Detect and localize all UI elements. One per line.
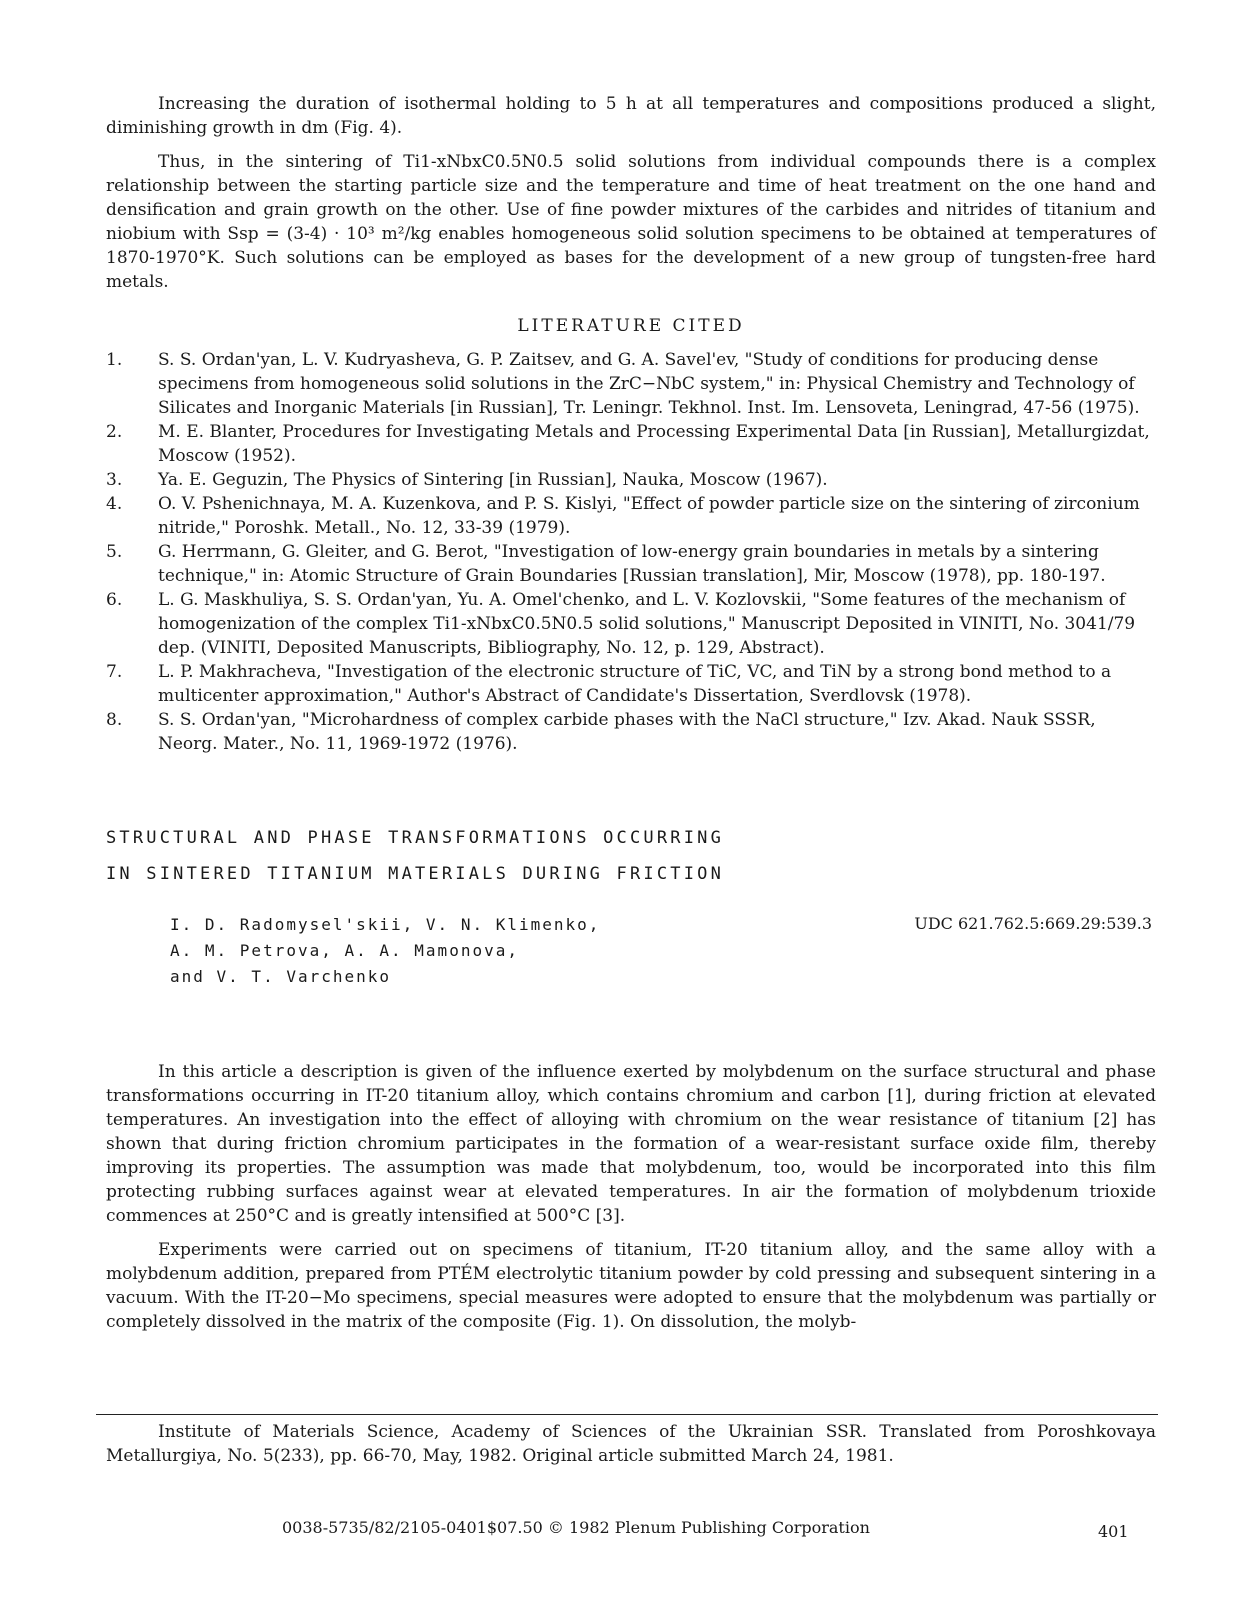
reference-number: 5.: [106, 542, 123, 562]
reference-item: [106, 660, 1156, 708]
paragraph-conclusion: Thus, in the sintering of Ti1-xNbxC0.5N0.5 solid solutions from individual compounds there is a complex relationship between the starting particle size and the temperature and time of heat treatment on the one hand and densification and grain growth on the other. Use of fine powder mixtures of the carbides and nitrides of titanium and niobium with Ssp = (3-4) · 10³ m²/kg enables homogeneous solid solution specimens to be obtained at temperatures of 1870-1970°K. Such solutions can be employed as bases for the development of a new group of tungsten-free hard metals.: [106, 152, 1156, 292]
reference-text: G. Herrmann, G. Gleiter, and G. Berot, "Investigation of low-energy grain boundaries in metals by a sintering technique," in: Atomic Structure of Grain Boundaries [Russian translation], Mir, Moscow (1978), pp. 180-197.: [158, 542, 1106, 586]
udc-code: UDC 621.762.5:669.29:539.3: [914, 914, 1152, 933]
reference-text: L. P. Makhracheva, "Investigation of the electronic structure of TiC, VC, and TiN by a strong bond method to a multicenter approximation," Author's Abstract of Candidate's Dissertation, Sverdlovsk (1978).: [158, 662, 1112, 706]
reference-item: [106, 540, 1156, 588]
footnote: Institute of Materials Science, Academy of Sciences of the Ukrainian SSR. Translated from Poroshkovaya Metallurgiya, No. 5(233), pp. 66-70, May, 1982. Original article submitted March 24, 1981.: [106, 1422, 1156, 1466]
reference-number: 4.: [106, 494, 123, 514]
author-line: I. D. Radomysel'skii, V. N. Klimenko,: [170, 915, 601, 934]
reference-item: [106, 708, 1156, 756]
reference-text: S. S. Ordan'yan, "Microhardness of complex carbide phases with the NaCl structure," Izv. Akad. Nauk SSSR, Neorg. Mater., No. 11, 1969-1972 (1976).: [158, 710, 1096, 754]
reference-item: [106, 420, 1156, 468]
page-number: 401: [1098, 1522, 1129, 1541]
reference-number: 8.: [106, 710, 123, 730]
reference-item: [106, 588, 1156, 660]
reference-number: 6.: [106, 590, 123, 610]
byline: [106, 912, 1156, 990]
reference-item: [106, 348, 1156, 420]
reference-number: 3.: [106, 470, 123, 490]
literature-heading: LITERATURE CITED: [517, 316, 745, 336]
reference-text: L. G. Maskhuliya, S. S. Ordan'yan, Yu. A. Omel'chenko, and L. V. Kozlovskii, "Some features of the mechanism of homogenization of the complex Ti1-xNbxC0.5N0.5 solid solutions," Manuscript Deposited in VINITI, No. 3041/79 dep. (VINITI, Deposited Manuscripts, Bibliography, No. 12, p. 129, Abstract).: [158, 590, 1136, 658]
author-list: [170, 912, 600, 990]
author-line: A. M. Petrova, A. A. Mamonova,: [170, 941, 519, 960]
reference-text: S. S. Ordan'yan, L. V. Kudryasheva, G. P. Zaitsev, and G. A. Savel'ev, "Study of conditions for producing dense specimens from homogeneous solid solutions in the ZrC−NbC system," in: Physical Chemistry and Technology of Silicates and Inorganic Materials [in Russian], Tr. Leningr. Tekhnol. Inst. Im. Lensoveta, Leningrad, 47-56 (1975).: [158, 350, 1140, 418]
reference-text: O. V. Pshenichnaya, M. A. Kuzenkova, and P. S. Kislyi, "Effect of powder particle size on the sintering of zirconium nitride," Poroshk. Metall., No. 12, 33-39 (1979).: [158, 494, 1140, 538]
reference-number: 1.: [106, 350, 123, 370]
reference-item: [106, 468, 1156, 492]
reference-text: M. E. Blanter, Procedures for Investigating Metals and Processing Experimental Data [in Russian], Metallurgizdat, Moscow (1952).: [158, 422, 1150, 466]
article-paragraph: Experiments were carried out on specimens of titanium, IT-20 titanium alloy, and the same alloy with a molybdenum addition, prepared from PTÉM electrolytic titanium powder by cold pressing and subsequent sintering in a vacuum. With the IT-20−Mo specimens, special measures were adopted to ensure that the molybdenum was partially or completely dissolved in the matrix of the composite (Fig. 1). On dissolution, the molyb-: [106, 1240, 1156, 1332]
reference-item: [106, 492, 1156, 540]
article-title-line: IN SINTERED TITANIUM MATERIALS DURING FRICTION: [106, 864, 725, 884]
article-title-line: STRUCTURAL AND PHASE TRANSFORMATIONS OCCURRING: [106, 828, 725, 848]
page-content: [106, 92, 1156, 1344]
copyright-line: 0038-5735/82/2105-0401$07.50 © 1982 Plenum Publishing Corporation: [282, 1518, 870, 1537]
reference-number: 2.: [106, 422, 123, 442]
reference-list: [106, 348, 1156, 756]
author-line: and V. T. Varchenko: [170, 967, 392, 986]
footnote-divider: [96, 1414, 1158, 1415]
paragraph-grain-growth: Increasing the duration of isothermal holding to 5 h at all temperatures and compositions produced a slight, diminishing growth in dm (Fig. 4).: [106, 94, 1156, 138]
article-body: [106, 1060, 1156, 1334]
reference-text: Ya. E. Geguzin, The Physics of Sintering [in Russian], Nauka, Moscow (1967).: [158, 470, 828, 490]
article-paragraph: In this article a description is given of the influence exerted by molybdenum on the surface structural and phase transformations occurring in IT-20 titanium alloy, which contains chromium and carbon [1], during friction at elevated temperatures. An investigation into the effect of alloying with chromium on the wear resistance of titanium [2] has shown that during friction chromium participates in the formation of a wear-resistant surface oxide film, thereby improving its properties. The assumption was made that molybdenum, too, would be incorporated into this film protecting rubbing surfaces against wear at elevated temperatures. In air the formation of molybdenum trioxide commences at 250°C and is greatly intensified at 500°C [3].: [106, 1062, 1156, 1226]
article-title: [106, 820, 1156, 892]
reference-number: 7.: [106, 662, 123, 682]
